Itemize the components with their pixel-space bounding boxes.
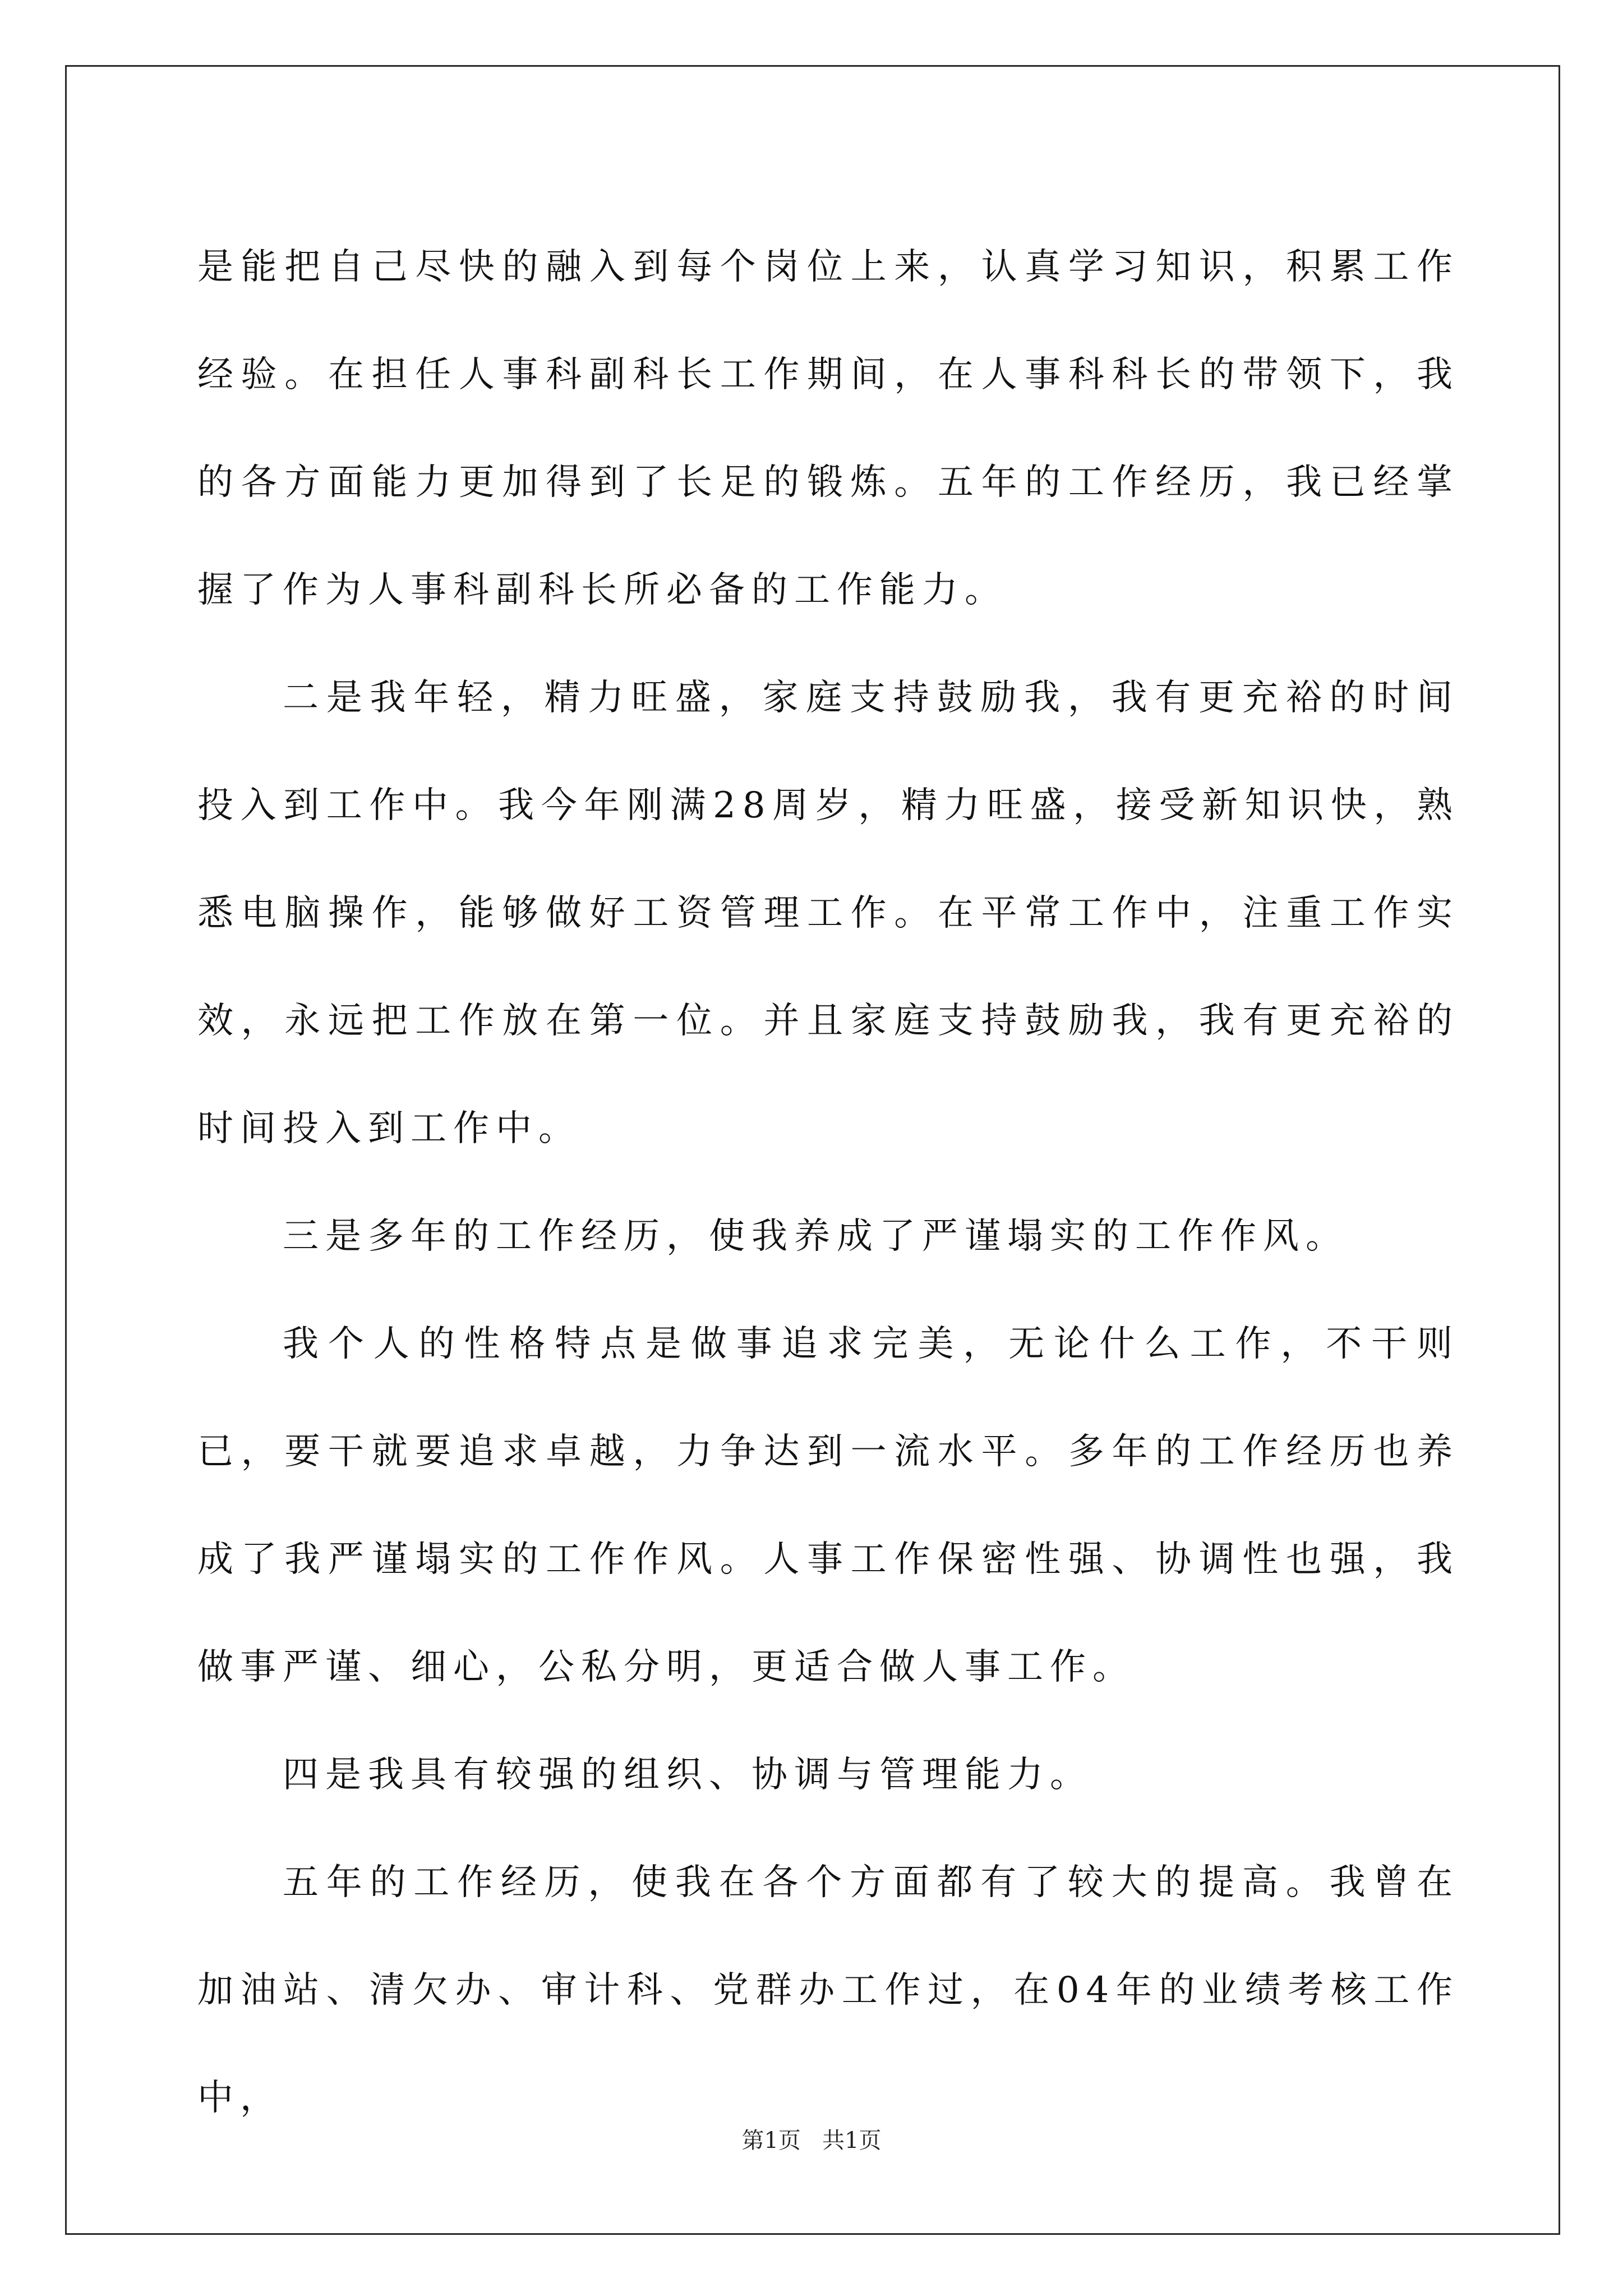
paragraph: 三是多年的工作经历，使我养成了严谨塌实的工作作风。 xyxy=(283,1216,1348,1257)
paragraph: 五年的工作经历，使我在各个方面都有了较大的提高。我曾在加油站、清欠办、审计科、党群办工作过，在04年的业绩考核工作中， xyxy=(197,1862,1459,2119)
paragraph: 我个人的性格特点是做事追求完美，无论什么工作，不干则已，要干就要追求卓越，力争达到一流水平。多年的工作经历也养成了我严谨塌实的工作作风。人事工作保密性强、协调性也强，我做事严谨、细心，公私分明，更适合做人事工作。 xyxy=(197,1323,1459,1688)
document-body xyxy=(197,213,1459,2152)
paragraph: 二是我年轻，精力旺盛，家庭支持鼓励我，我有更充裕的时间投入到工作中。我今年刚满28周岁，精力旺盛，接受新知识快，熟悉电脑操作，能够做好工资管理工作。在平常工作中，注重工作实效，永远把工作放在第一位。并且家庭支持鼓励我，我有更充裕的时间投入到工作中。 xyxy=(197,677,1459,1149)
page-footer: 第1页 共1页 xyxy=(741,2128,882,2154)
paragraph: 四是我具有较强的组织、协调与管理能力。 xyxy=(283,1754,1092,1796)
paragraph: 是能把自己尽快的融入到每个岗位上来，认真学习知识，积累工作经验。在担任人事科副科长工作期间，在人事科科长的带领下，我的各方面能力更加得到了长足的锻炼。五年的工作经历，我已经掌握了作为人事科副科长所必备的工作能力。 xyxy=(197,246,1459,611)
